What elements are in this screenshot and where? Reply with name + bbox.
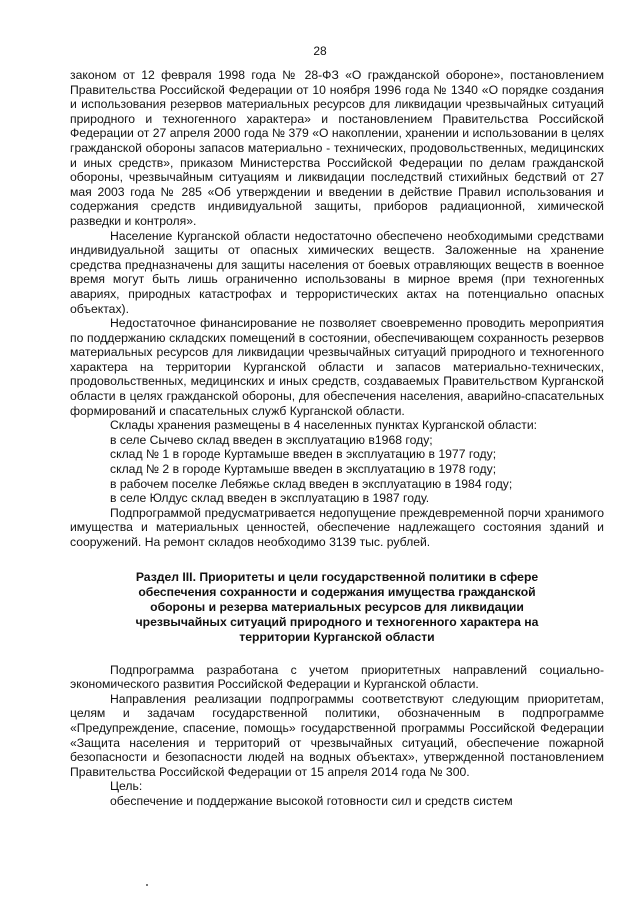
page-number: 28 (313, 44, 327, 58)
paragraph-financing: Недостаточное финансирование не позволяет своевременно проводить мероприятия по поддержанию складских помещений в состоянии, обеспечивающем сохранность резервов материальных ресурсов для ликвидации чрезвычайных ситуаций природного и техногенного характера на территории Курганской области и запасов материально-технических, продовольственных, медицинских и иных средств, создаваемых Правительством Курганской области в целях гражданской обороны, для обеспечения населения, аварийно-спасательных формирований и спасательных служб Курганской области. (70, 316, 604, 418)
paragraph-priorities: Подпрограмма разработана с учетом приоритетных направлений социально-экономического развития Российской Федерации и Курганской области. (70, 662, 604, 692)
warehouse-list-item: склад № 2 в городе Куртамыше введен в эксплуатацию в 1978 году; (110, 462, 497, 477)
page-content (70, 68, 604, 809)
section-heading: Раздел III. Приоритеты и цели государственной политики в сфере обеспечения сохранности и содержания имущества гражданской обороны и резерва материальных ресурсов для ликвидации чрезвычайных ситуаций природного и техногенного характера на территории Курганской области (135, 569, 539, 644)
warehouse-list-item: склад № 1 в городе Куртамыше введен в эксплуатацию в 1977 году; (110, 447, 497, 462)
paragraph-population-protection: Население Курганской области недостаточно обеспечено необходимыми средствами индивидуальной защиты от опасных химических веществ. Заложенные на хранение средства предназначены для защиты населения от боевых отравляющих веществ в военное время могут быть лишь ограниченно использованы в мирное время (при техногенных авариях, природных катастрофах и террористических актах на потенциально опасных объектах). (70, 228, 604, 316)
paragraph-goal-label: Цель: (110, 779, 143, 794)
warehouse-list-item: в селе Сычево склад введен в эксплуатацию в1968 году; (110, 432, 433, 447)
warehouse-list-item: в рабочем поселке Лебяжье склад введен в эксплуатацию в 1984 году; (110, 476, 513, 491)
paragraph-goal-text: обеспечение и поддержание высокой готовности сил и средств систем (110, 793, 513, 808)
warehouse-list (70, 418, 604, 506)
scan-dot (146, 884, 148, 886)
warehouse-list-intro: Склады хранения размещены в 4 населенных пунктах Курганской области: (110, 418, 538, 433)
paragraph-repair: Подпрограммой предусматривается недопущение преждевременной порчи хранимого имущества и материальных ценностей, обеспечение надлежащего состояния зданий и сооружений. На ремонт складов необходимо 3139 тыс. рублей. (70, 505, 604, 549)
warehouse-list-item: в селе Юлдус склад введен в эксплуатацию в 1987 году. (110, 491, 430, 506)
paragraph-directions: Направления реализации подпрограммы соответствуют следующим приоритетам, целям и задачам государственной политики, обозначенным в подпрограмме «Предупреждение, спасение, помощь» государственной программы Российской Федерации «Защита населения и территорий от чрезвычайных ситуаций, обеспечение пожарной безопасности и безопасности людей на водных объектах», утвержденной постановлением Правительства Российской Федерации от 15 апреля 2014 года № 300. (70, 691, 604, 779)
paragraph-legal-basis: законом от 12 февраля 1998 года № 28-ФЗ «О гражданской обороне», постановлением Правительства Российской Федерации от 10 ноября 1996 года № 1340 «О порядке создания и использования резервов материальных ресурсов для ликвидации чрезвычайных ситуаций природного и техногенного характера» и постановлением Правительства Российской Федерации от 27 апреля 2000 года № 379 «О накоплении, хранении и использовании в целях гражданской обороны запасов материально - технических, продовольственных, медицинских и иных средств», приказом Министерства Российской Федерации по делам гражданской обороны, чрезвычайным ситуациям и ликвидации последствий стихийных бедствий от 27 мая 2003 года № 285 «Об утверждении и введении в действие Правил использования и содержания средств индивидуальной защиты, приборов радиационной, химической разведки и контроля». (70, 68, 604, 228)
